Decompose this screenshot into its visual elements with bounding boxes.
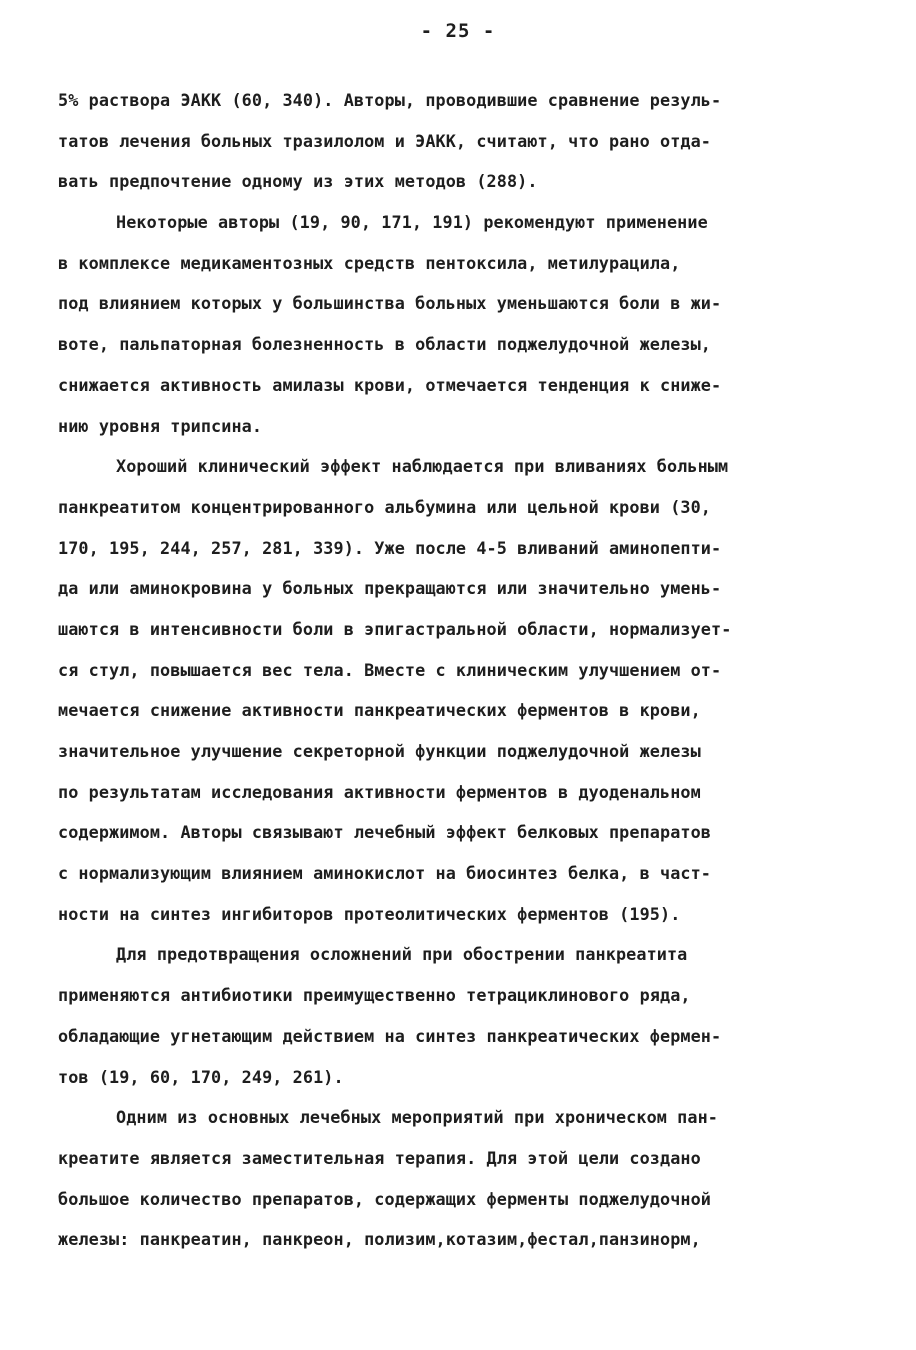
text-line: значительное улучшение секреторной функции поджелудочной железы (58, 741, 701, 761)
paragraph (58, 1097, 858, 1260)
text-line: креатите является заместительная терапия. Для этой цели создано (58, 1147, 701, 1168)
text-line: Хороший клинический эффект наблюдается при вливаниях больным (116, 456, 729, 477)
text-line: шаются в интенсивности боли в эпигастральной области, нормализует- (58, 618, 732, 639)
text-line: снижается активность амилазы крови, отмечается тенденция к сниже- (58, 374, 722, 395)
text-line: воте, пальпаторная болезненность в области поджелудочной железы, (58, 334, 712, 355)
text-line: с нормализующим влиянием аминокислот на биосинтез белка, в част- (58, 863, 712, 884)
text-line: вать предпочтение одному из этих методов (288). (58, 171, 538, 192)
text-line: нию уровня трипсина. (58, 415, 263, 436)
text-line: Некоторые авторы (19, 90, 171, 191) рекомендуют применение (116, 212, 708, 233)
text-line: тов (19, 60, 170, 249, 261). (58, 1066, 344, 1087)
text-line: содержимом. Авторы связывают лечебный эффект белковых препаратов (58, 822, 712, 843)
paragraph (58, 202, 858, 446)
text-line: большое количество препаратов, содержащих ферменты поджелудочной (58, 1188, 712, 1209)
text-line: железы: панкреатин, панкреон, полизим,котазим,фестал,панзинорм, (58, 1229, 701, 1250)
text-line: ся стул, повышается вес тела. Вместе с клиническим улучшением от- (58, 659, 722, 680)
text-line: в комплексе медикаментозных средств пентоксила, метилурацила, (58, 252, 681, 273)
text-line: 170, 195, 244, 257, 281, 339). Уже после 4-5 вливаний аминопепти- (58, 537, 722, 558)
text-line: мечается снижение активности панкреатических ферментов в крови, (58, 700, 701, 721)
text-line: 5% раствора ЭАКК (60, 340). Авторы, проводившие сравнение резуль- (58, 90, 722, 110)
text-line: ности на синтез ингибиторов протеолитических ферментов (195). (58, 903, 681, 924)
paragraph (58, 80, 858, 202)
paragraph (58, 934, 858, 1097)
body-text (58, 80, 858, 1260)
text-line: Одним из основных лечебных мероприятий при хроническом пан- (116, 1107, 718, 1128)
text-line: Для предотвращения осложнений при обострении панкреатита (116, 944, 688, 965)
paragraph (58, 446, 858, 934)
text-line: да или аминокровина у больных прекращаются или значительно умень- (58, 578, 722, 599)
page-number: - 25 - (420, 20, 496, 42)
text-line: татов лечения больных тразилолом и ЭАКК, считают, что рано отда- (58, 130, 712, 151)
text-line: обладающие угнетающим действием на синтез панкреатических фермен- (58, 1025, 722, 1046)
text-line: по результатам исследования активности ферментов в дуоденальном (58, 781, 701, 802)
text-line: применяются антибиотики преимущественно тетрациклинового ряда, (58, 985, 691, 1006)
text-line: панкреатитом концентрированного альбумина или цельной крови (30, (58, 496, 712, 517)
text-line: под влиянием которых у большинства больных уменьшаются боли в жи- (58, 293, 722, 314)
